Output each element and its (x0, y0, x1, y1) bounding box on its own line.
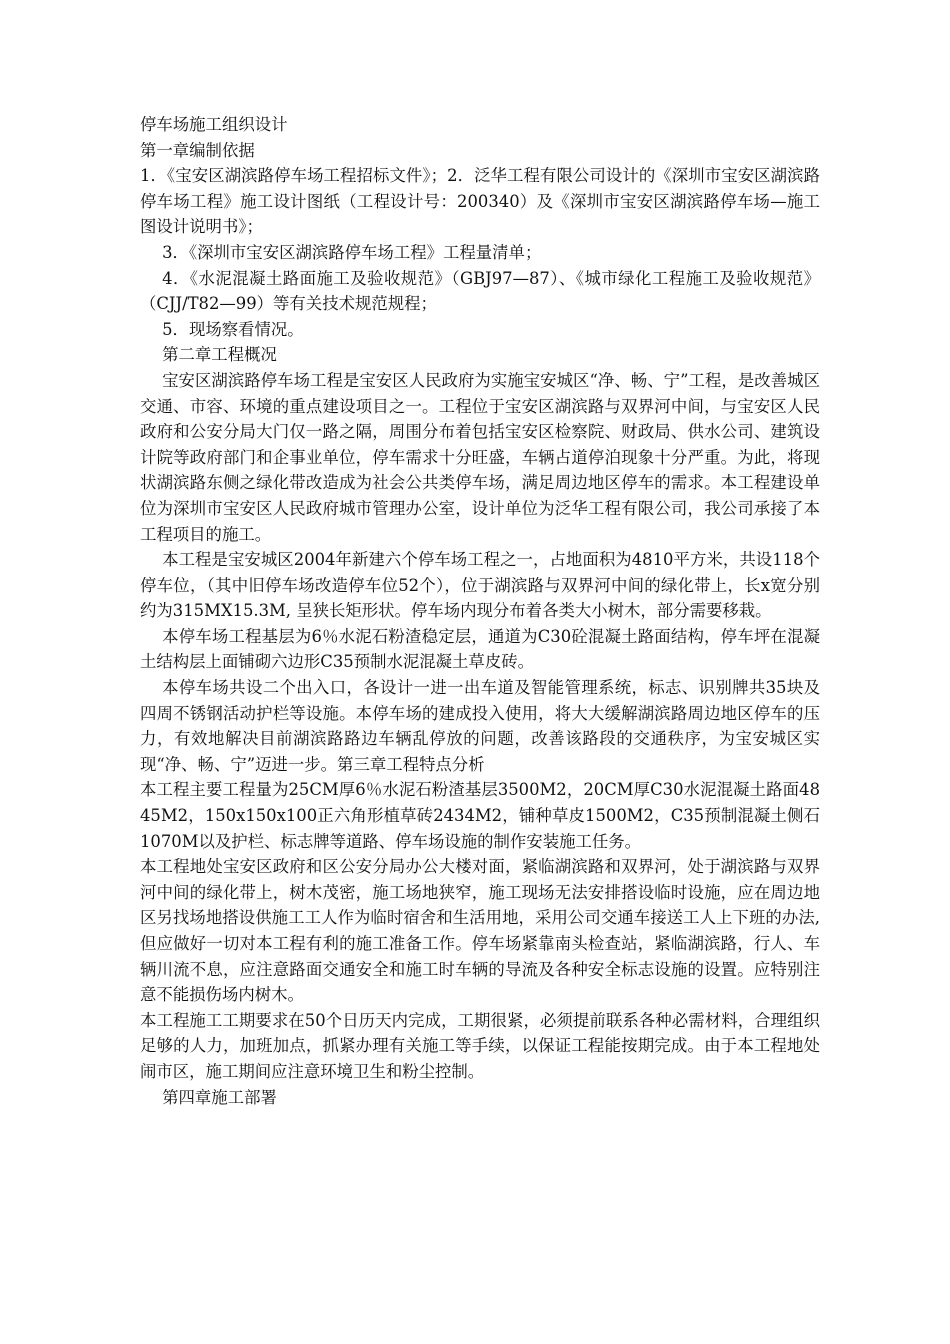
document-title: 停车场施工组织设计 (140, 115, 288, 134)
chapter-2-heading: 第二章工程概况 (162, 345, 277, 365)
features-paragraph-3: 本工程施工工期要求在50个日历天内完成，工期很紧，必须提前联系各种必需材料，合理组织足够的人力，加班加点，抓紧办理有关施工等手续，以保证工程能按期完成。由于本工程地处闹市区，施工期间应注意环境卫生和粉尘控制。 (140, 1010, 820, 1081)
features-paragraph-2: 本工程地处宝安区政府和区公安分局办公大楼对面，紧临湖滨路和双界河，处于湖滨路与双界河中间的绿化带上，树木茂密，施工场地狭窄，施工现场无法安排搭设临时设施，应在周边地区另找场地搭设供施工工人作为临时宿舍和生活用地，采用公司交通车接送工人上下班的办法, 但应做好一切对本工程有利的施工准备工作。停车场紧靠南头检查站，紧临湖滨路，行人、车辆川流不息，应注意路面交通安全和施工时车辆的导流及各种安全标志设施的设置。应特别注意不能损伤场内树木。 (140, 857, 820, 1005)
overview-paragraph-2: 本工程是宝安城区2004年新建六个停车场工程之一，占地面积为4810平方米，共设118个停车位，（其中旧停车场改造停车位52个），位于湖滨路与双界河中间的绿化带上，长x宽分别约为315MX15.3M, 呈狭长矩形状。停车场内现分布着各类大小树木，部分需要移栽。 (140, 550, 820, 621)
overview-paragraph-3: 本停车场工程基层为6％水泥石粉渣稳定层，通道为C30砼混凝土路面结构，停车坪在混凝土结构层上面铺砌六边形C35预制水泥混凝土草皮砖。 (140, 626, 820, 672)
basis-item-4: 4．《水泥混凝土路面施工及验收规范》（GBJ97—87）、《城市绿化工程施工及验收规范》（CJJ/T82—99）等有关技术规范规程； (140, 268, 820, 314)
basis-item-5: 5．现场察看情况。 (162, 319, 304, 339)
features-paragraph-1: 本工程主要工程量为25CM厚6％水泥石粉渣基层3500M2，20CM厚C30水泥混凝土路面4845M2，150x150x100正六角形植草砖2434M2，铺种草皮1500M2，C35预制混凝土侧石1070M以及护栏、标志牌等道路、停车场设施的制作安装施工任务。 (140, 780, 820, 851)
document-page (140, 112, 820, 1110)
basis-item-1: 1．《宝安区湖滨路停车场工程招标文件》；2．泛华工程有限公司设计的《深圳市宝安区湖滨路停车场工程》施工设计图纸（工程设计号：200340）及《深圳市宝安区湖滨路停车场—施工图设计说明书》； (140, 166, 820, 237)
chapter-1-heading: 第一章编制依据 (140, 140, 255, 160)
basis-item-3: 3．《深圳市宝安区湖滨路停车场工程》工程量清单； (162, 242, 542, 262)
overview-paragraph-1: 宝安区湖滨路停车场工程是宝安区人民政府为实施宝安城区“净、畅、宁”工程，是改善城区交通、市容、环境的重点建设项目之一。工程位于宝安区湖滨路与双界河中间，与宝安区人民政府和公安分局大门仅一路之隔，周围分布着包括宝安区检察院、财政局、供水公司、建筑设计院等政府部门和企事业单位，停车需求十分旺盛，车辆占道停泊现象十分严重。为此，将现状湖滨路东侧之绿化带改造成为社会公共类停车场，满足周边地区停车的需求。本工程建设单位为深圳市宝安区人民政府城市管理办公室，设计单位为泛华工程有限公司，我公司承接了本工程项目的施工。 (140, 370, 820, 544)
overview-paragraph-4: 本停车场共设二个出入口，各设计一进一出车道及智能管理系统，标志、识别牌共35块及四周不锈钢活动护栏等设施。本停车场的建成投入使用，将大大缓解湖滨路周边地区停车的压力，有效地解决目前湖滨路路边车辆乱停放的问题，改善该路段的交通秩序，为宝安城区实现“净、畅、宁”迈进一步。第三章工程特点分析 (140, 678, 820, 774)
chapter-4-heading: 第四章施工部署 (162, 1087, 277, 1107)
